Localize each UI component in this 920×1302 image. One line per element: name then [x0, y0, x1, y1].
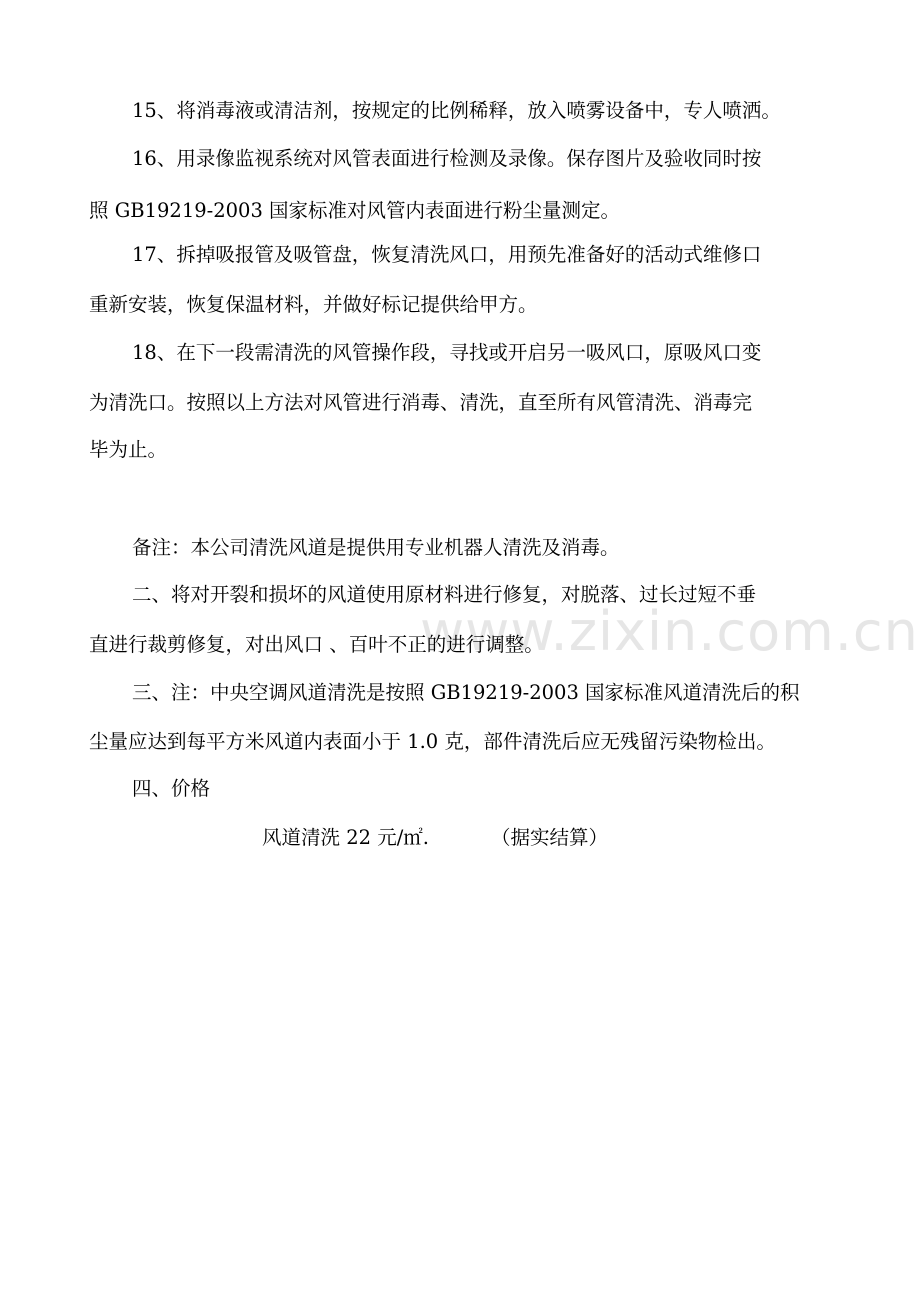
paragraph-18-line-3: 毕为止。 [89, 438, 168, 461]
paragraph-16-line-1: 16、用录像监视系统对风管表面进行检测及录像。保存图片及验收同时按 [132, 147, 762, 170]
paragraph-18-line-1: 18、在下一段需清洗的风管操作段，寻找或开启另一吸风口，原吸风口变 [132, 341, 762, 364]
paragraph-15-line-1: 15、将消毒液或清洁剂，按规定的比例稀释，放入喷雾设备中，专人喷洒。 [132, 99, 781, 122]
section-2-line-2: 直进行裁剪修复，对出风口 、百叶不正的进行调整。 [89, 633, 544, 656]
section-3-line-2: 尘量应达到每平方米风道内表面小于 1.0 克，部件清洗后应无残留污染物检出。 [89, 730, 776, 753]
remark-line: 备注：本公司清洗风道是提供用专业机器人清洗及消毒。 [132, 536, 620, 559]
section-3-line-1: 三、注：中央空调风道清洗是按照 GB19219-2003 国家标准风道清洗后的积 [132, 681, 800, 704]
paragraph-16-line-2: 照 GB19219-2003 国家标准对风管内表面进行粉尘量测定。 [89, 199, 621, 222]
price-item: 风道清洗 22 元/㎡. [262, 826, 429, 849]
paragraph-17-line-2: 重新安装，恢复保温材料，并做好标记提供给甲方。 [89, 293, 538, 316]
price-line [0, 826, 920, 850]
section-4-heading: 四、价格 [132, 777, 211, 800]
section-2-line-1: 二、将对开裂和损坏的风道使用原材料进行修复，对脱落、过长过短不垂 [132, 583, 757, 606]
price-note: （据实结算） [490, 826, 608, 849]
paragraph-18-line-2: 为清洗口。按照以上方法对风管进行消毒、清洗，直至所有风管清洗、消毒完 [89, 391, 753, 414]
paragraph-17-line-1: 17、拆掉吸报管及吸管盘，恢复清洗风口，用预先准备好的活动式维修口 [132, 243, 762, 266]
watermark: www.zixin.com.cn [420, 600, 919, 663]
